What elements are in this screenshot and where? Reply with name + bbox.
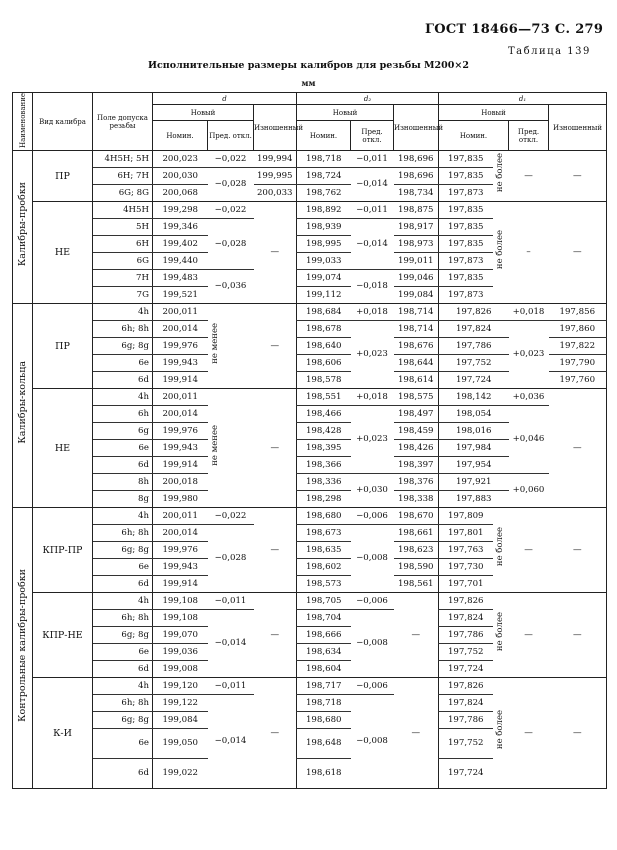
tolerance-cell: 6g; 8g [93,338,153,355]
d-dev-cell: −0,011 [208,593,254,610]
d-worn-cell: — [254,389,297,508]
caliber-type: К-И [33,678,93,789]
d1-nom-cell: 197,786 [439,627,493,644]
tolerance-cell: 6e [93,355,153,372]
d-nom-cell: 199,976 [153,338,208,355]
caliber-type: НЕ [33,202,93,304]
d-nom-cell: 200,014 [153,321,208,338]
d1-worn-cell: — [549,389,607,508]
tolerance-cell: 4h [93,304,153,321]
d1-nom-cell: 197,724 [439,661,493,678]
d-nom-cell: 199,120 [153,678,208,695]
d2-worn-cell: 198,497 [394,406,439,423]
d2-dev-cell: +0,023 [351,406,394,474]
d1-worn-cell: 197,790 [549,355,607,372]
d1-dev-cell: — [509,508,549,593]
d1-worn-cell: 197,856 [549,304,607,321]
tolerance-cell: 4h [93,593,153,610]
d1-nom-cell: 197,835 [439,168,493,185]
d-nom-cell: 200,068 [153,185,208,202]
d1-nom-cell: 197,701 [439,576,493,593]
d1-dev-cell: – [509,202,549,304]
d2-worn-cell: 199,011 [394,253,439,270]
d2-dev-cell: −0,014 [351,219,394,270]
max-note: не более [493,202,509,304]
d2-nom-cell: 198,606 [297,355,351,372]
d-nom-cell: 200,011 [153,304,208,321]
tolerance-cell: 6e [93,440,153,457]
d2-nom-cell: 198,466 [297,406,351,423]
col-d-header: d [153,93,297,105]
max-note: не более [493,508,509,593]
d1-nom-cell: 197,724 [439,372,509,389]
d1-nom-cell: 198,054 [439,406,509,423]
d2-worn-cell: 199,084 [394,287,439,304]
d-nom-cell: 199,943 [153,559,208,576]
d2-nom-cell: 198,718 [297,695,351,712]
tolerance-cell: 4h [93,508,153,525]
d-nom-cell: 199,346 [153,219,208,236]
d2-dev-cell: −0,008 [351,695,394,789]
d-dev-cell: −0,014 [208,695,254,789]
d1-nom-cell: 197,835 [439,202,493,219]
d-nom-cell: 199,483 [153,270,208,287]
d2-nom-cell: 198,551 [297,389,351,406]
d-dev-cell: −0,028 [208,168,254,202]
d2-worn-cell: 198,397 [394,457,439,474]
d-worn-cell: — [254,202,297,304]
group-rings: Калибры-кольца [13,304,33,508]
d1-dev-cell: +0,018 [509,304,549,321]
tolerance-cell: 4H5H [93,202,153,219]
caliber-type: ПР [33,304,93,389]
d2-dev-cell: +0,018 [351,304,394,321]
tolerance-cell: 7G [93,287,153,304]
d2-worn-cell: — [394,593,439,678]
d-nom-cell: 199,122 [153,695,208,712]
max-note: не более [493,151,509,202]
d2-worn-cell: 198,875 [394,202,439,219]
tolerance-cell: 8h [93,474,153,491]
d2-nom-cell: 198,635 [297,542,351,559]
d2-nom-cell: 198,428 [297,423,351,440]
d-nom-cell: 199,943 [153,355,208,372]
d2-nom-cell: 198,678 [297,321,351,338]
d2-nom-cell: 199,074 [297,270,351,287]
d-nom-cell: 199,036 [153,644,208,661]
d-dev-cell: −0,014 [208,610,254,678]
d1-dev-cell: +0,046 [509,406,549,474]
d2-worn-cell: 198,561 [394,576,439,593]
tolerance-cell: 6g; 8g [93,542,153,559]
d2-dev-cell: −0,011 [351,151,394,168]
d2-dev-cell: −0,014 [351,168,394,202]
d-worn-cell: — [254,593,297,678]
d1-worn-header: Изношенный [549,105,607,151]
d-dev-cell: −0,022 [208,202,254,219]
d2-worn-cell: 198,614 [394,372,439,389]
d-nom-cell: 200,014 [153,525,208,542]
d1-nom-cell: 197,763 [439,542,493,559]
d2-worn-cell: 198,623 [394,542,439,559]
d2-nom-cell: 198,680 [297,712,351,729]
d2-nom-cell: 198,704 [297,610,351,627]
d2-worn-cell: 198,714 [394,304,439,321]
tolerance-cell: 6d [93,759,153,789]
d1-nom-cell: 197,873 [439,185,493,202]
d-nom-cell: 199,022 [153,759,208,789]
tolerance-cell: 6G [93,253,153,270]
d1-worn-cell: 197,822 [549,338,607,355]
d1-nom-cell: 198,016 [439,423,509,440]
d2-dev-cell: −0,006 [351,508,394,525]
tolerance-cell: 6g; 8g [93,712,153,729]
d1-worn-cell: 197,860 [549,321,607,338]
d-nom-cell: 199,298 [153,202,208,219]
d-worn-cell: 199,995 [254,168,297,185]
d-nom-cell: 199,440 [153,253,208,270]
d1-nom-cell: 198,142 [439,389,509,406]
d2-nom-cell: 198,684 [297,304,351,321]
d2-dev-cell: −0,008 [351,525,394,593]
tolerance-cell: 6e [93,644,153,661]
d1-worn-cell: — [549,202,607,304]
d1-nom-cell: 197,826 [439,593,493,610]
tolerance-cell: 6d [93,576,153,593]
d1-nom-cell: 197,873 [439,253,493,270]
d2-nom-cell: 198,366 [297,457,351,474]
tolerance-cell: 7H [93,270,153,287]
d2-worn-cell: 198,590 [394,559,439,576]
min-note: не менее [208,304,254,389]
d1-nom-cell: 197,786 [439,338,509,355]
caliber-type: КПР-ПР [33,508,93,593]
d1-nom-cell: 197,835 [439,219,493,236]
d-nom-cell: 200,018 [153,474,208,491]
d-nom-cell: 199,070 [153,627,208,644]
d-nom-cell: 200,030 [153,168,208,185]
d2-nom-cell: 198,640 [297,338,351,355]
d2-worn-cell: 198,917 [394,219,439,236]
dimensions-table [12,92,607,789]
unit-label: мм [301,78,316,88]
tolerance-cell: 6d [93,457,153,474]
d1-nom-cell: 197,883 [439,491,509,508]
d2-dev-cell: −0,008 [351,610,394,678]
d-worn-cell: — [254,508,297,593]
d-nom-cell: 200,011 [153,389,208,406]
d1-new-header: Новый [439,105,549,121]
tolerance-cell: 6H [93,236,153,253]
d-nom-cell: 199,943 [153,440,208,457]
d-worn-cell: 200,033 [254,185,297,202]
d1-nom-cell: 197,835 [439,270,493,287]
tolerance-cell: 6d [93,372,153,389]
d1-nom-cell: 197,835 [439,236,493,253]
d2-worn-cell: 198,459 [394,423,439,440]
d-dev-cell: −0,036 [208,270,254,304]
group-control-plugs: Контрольные калибры-пробки [13,508,33,789]
d2-nom-cell: 198,892 [297,202,351,219]
tolerance-cell: 6h [93,406,153,423]
d2-nom-cell: 198,680 [297,508,351,525]
col-type-header: Вид калибра [33,93,93,151]
d2-worn-cell: 198,670 [394,508,439,525]
d-nom-header: Номин. [153,121,208,151]
d-nom-cell: 199,084 [153,712,208,729]
d2-nom-cell: 198,395 [297,440,351,457]
d2-nom-cell: 198,602 [297,559,351,576]
d1-nom-header: Номин. [439,121,509,151]
d1-nom-cell: 197,826 [439,304,509,321]
d2-nom-cell: 198,298 [297,491,351,508]
d2-dev-cell: +0,030 [351,474,394,508]
d-nom-cell: 199,521 [153,287,208,304]
d2-nom-cell: 198,573 [297,576,351,593]
d1-nom-cell: 197,921 [439,474,509,491]
d1-nom-cell: 197,752 [439,355,509,372]
d2-worn-cell: 198,338 [394,491,439,508]
d1-nom-cell: 197,752 [439,729,493,759]
d-worn-header: Изношенный [254,105,297,151]
d2-nom-cell: 198,666 [297,627,351,644]
group-plugs: Калибры-пробки [13,151,33,304]
d1-dev-cell: — [509,151,549,202]
d2-worn-cell: 198,661 [394,525,439,542]
d1-worn-cell: — [549,151,607,202]
d2-worn-header: Изношенный [394,105,439,151]
d-worn-cell: — [254,678,297,789]
d1-dev-cell: +0,036 [509,389,549,406]
d-dev-cell: −0,022 [208,508,254,525]
d2-new-header: Новый [297,105,394,121]
d2-worn-cell: 198,696 [394,151,439,168]
d2-dev-cell: −0,006 [351,593,394,610]
d1-nom-cell: 197,824 [439,695,493,712]
d-nom-cell: 199,914 [153,372,208,389]
tolerance-cell: 5H [93,219,153,236]
d-nom-cell: 199,914 [153,576,208,593]
d2-worn-cell: 198,575 [394,389,439,406]
d-dev-cell: −0,028 [208,525,254,593]
d2-dev-cell: −0,011 [351,202,394,219]
d1-worn-cell: — [549,508,607,593]
caliber-type: ПР [33,151,93,202]
tolerance-cell: 6h; 8h [93,610,153,627]
tolerance-cell: 6G; 8G [93,185,153,202]
caliber-type: НЕ [33,389,93,508]
d2-nom-cell: 198,336 [297,474,351,491]
d2-nom-cell: 198,705 [297,593,351,610]
d2-dev-cell: −0,006 [351,678,394,695]
d1-nom-cell: 197,873 [439,287,493,304]
d2-nom-cell: 198,648 [297,729,351,759]
max-note: не более [493,678,509,789]
d2-nom-cell: 198,718 [297,151,351,168]
d-worn-cell: 199,994 [254,151,297,168]
d-nom-cell: 199,008 [153,661,208,678]
d2-worn-cell: 198,696 [394,168,439,185]
d1-nom-cell: 197,984 [439,440,509,457]
d2-nom-header: Номин. [297,121,351,151]
tolerance-cell: 6h; 8h [93,321,153,338]
caliber-type: КПР-НЕ [33,593,93,678]
d2-worn-cell: 198,714 [394,321,439,338]
d2-nom-cell: 199,112 [297,287,351,304]
d-nom-cell: 200,023 [153,151,208,168]
d1-dev-cell: +0,060 [509,474,549,508]
tolerance-cell: 6e [93,729,153,759]
d1-worn-cell: — [549,678,607,789]
d2-worn-cell: 198,734 [394,185,439,202]
d1-nom-cell: 197,752 [439,644,493,661]
tolerance-cell: 6H; 7H [93,168,153,185]
tolerance-cell: 6h; 8h [93,695,153,712]
d2-nom-cell: 198,724 [297,168,351,185]
d2-nom-cell: 198,762 [297,185,351,202]
d2-nom-cell: 198,604 [297,661,351,678]
d1-dev-cell: +0,023 [509,321,549,389]
d1-nom-cell: 197,809 [439,508,493,525]
d-nom-cell: 199,050 [153,729,208,759]
d2-nom-cell: 198,673 [297,525,351,542]
d2-nom-cell: 198,578 [297,372,351,389]
d2-worn-cell: 199,046 [394,270,439,287]
d2-nom-cell: 198,717 [297,678,351,695]
d1-dev-header: Пред. откл. [509,121,549,151]
d-new-header: Новый [153,105,254,121]
tolerance-cell: 4h [93,389,153,406]
col-tolerance-header: Поле допуска резьбы [93,93,153,151]
d1-nom-cell: 197,835 [439,151,493,168]
d2-nom-cell: 199,033 [297,253,351,270]
d1-nom-cell: 197,786 [439,712,493,729]
d1-nom-cell: 197,801 [439,525,493,542]
min-note: не менее [208,389,254,508]
d-dev-header: Пред. откл. [208,121,254,151]
d-nom-cell: 199,108 [153,593,208,610]
col-d2-header: d₂ [297,93,439,105]
d1-nom-cell: 197,824 [439,610,493,627]
tolerance-cell: 6g [93,423,153,440]
d2-dev-cell: +0,018 [351,389,394,406]
d1-worn-cell: — [549,593,607,678]
d2-dev-header: Пред. откл. [351,121,394,151]
tolerance-cell: 8g [93,491,153,508]
d2-worn-cell: 198,676 [394,338,439,355]
d-dev-cell: −0,028 [208,219,254,270]
table-number: Таблица 139 [508,46,591,57]
d2-nom-cell: 198,995 [297,236,351,253]
d-dev-cell: −0,011 [208,678,254,695]
d2-nom-cell: 198,634 [297,644,351,661]
d-nom-cell: 199,976 [153,423,208,440]
d-nom-cell: 199,976 [153,542,208,559]
d-nom-cell: 200,011 [153,508,208,525]
d1-nom-cell: 197,724 [439,759,493,789]
d2-dev-cell: −0,018 [351,270,394,304]
d1-worn-cell: 197,760 [549,372,607,389]
d-dev-cell: −0,022 [208,151,254,168]
d1-nom-cell: 197,824 [439,321,509,338]
d2-dev-cell: +0,023 [351,321,394,389]
d1-dev-cell: — [509,678,549,789]
d2-worn-cell: — [394,678,439,789]
d-nom-cell: 200,014 [153,406,208,423]
tolerance-cell: 6g; 8g [93,627,153,644]
col-d1-header: d₁ [439,93,607,105]
d1-nom-cell: 197,826 [439,678,493,695]
max-note: не более [493,593,509,678]
tolerance-cell: 4H5H; 5H [93,151,153,168]
d2-nom-cell: 198,618 [297,759,351,789]
d2-worn-cell: 198,973 [394,236,439,253]
d1-dev-cell: — [509,593,549,678]
d2-nom-cell: 198,939 [297,219,351,236]
d-nom-cell: 199,108 [153,610,208,627]
d-worn-cell: — [254,304,297,389]
d-nom-cell: 199,914 [153,457,208,474]
d-nom-cell: 199,402 [153,236,208,253]
col-name-header: Наименование [13,93,33,151]
d1-nom-cell: 197,730 [439,559,493,576]
tolerance-cell: 6e [93,559,153,576]
d-nom-cell: 199,980 [153,491,208,508]
d2-worn-cell: 198,376 [394,474,439,491]
table-caption: Исполнительные размеры калибров для резьбы М200×2 [148,60,469,71]
tolerance-cell: 4h [93,678,153,695]
tolerance-cell: 6d [93,661,153,678]
d1-nom-cell: 197,954 [439,457,509,474]
d2-worn-cell: 198,644 [394,355,439,372]
page-header: ГОСТ 18466—73 С. 279 [425,22,604,37]
tolerance-cell: 6h; 8h [93,525,153,542]
d2-worn-cell: 198,426 [394,440,439,457]
